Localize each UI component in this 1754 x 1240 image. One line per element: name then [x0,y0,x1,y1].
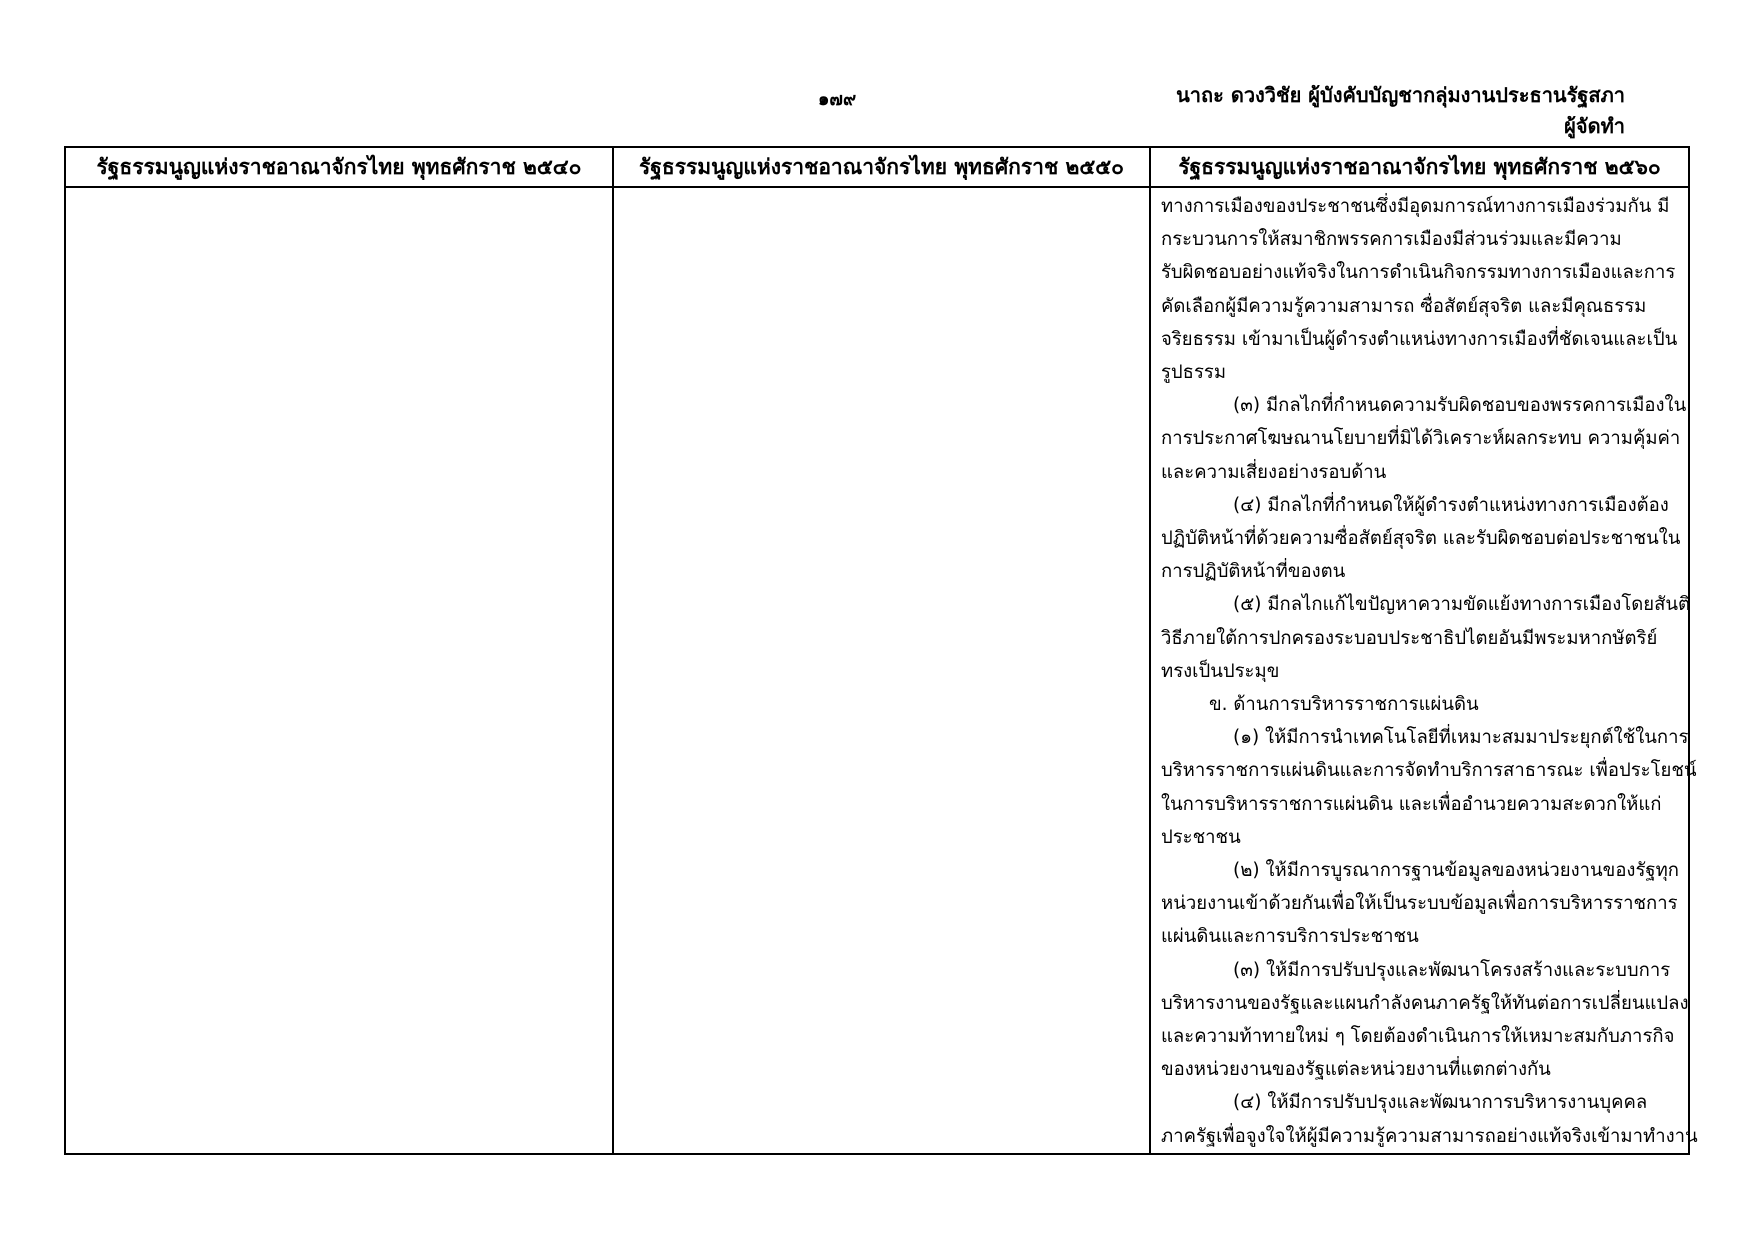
text-line: การปฏิบัติหน้าที่ของตน [1161,561,1346,583]
text-line: รูปธรรม [1161,362,1227,384]
text-line: จริยธรรม เข้ามาเป็นผู้ดำรงตำแหน่งทางการเมืองที่ชัดเจนและเป็น [1161,328,1678,350]
text-line: แผ่นดินและการบริการประชาชน [1161,926,1419,948]
text-line: ข. ด้านการบริหารราชการแผ่นดิน [1209,694,1479,716]
column-content-2550 [614,188,1149,190]
comparison-table [64,146,1698,1155]
text-line: วิธีภายใต้การปกครองระบอบประชาธิปไตยอันมีพระมหากษัตริย์ [1161,627,1658,649]
text-line: ในการบริหารราชการแผ่นดิน และเพื่ออำนวยความสะดวกให้แก่ [1161,793,1662,815]
text-line: ประชาชน [1161,826,1241,848]
text-line: ทรงเป็นประมุข [1161,660,1280,682]
column-cell-2550 [613,187,1150,1154]
text-line: ปฏิบัติหน้าที่ด้วยความซื่อสัตย์สุจริต และรับผิดชอบต่อประชาชนใน [1161,528,1681,550]
text-line: คัดเลือกผู้มีความรู้ความสามารถ ซื่อสัตย์สุจริต และมีคุณธรรม [1161,295,1647,317]
column-content-2540 [66,188,612,190]
column-cell-2560 [1150,187,1698,1154]
text-line: รับผิดชอบอย่างแท้จริงในการดำเนินกิจกรรมทางการเมืองและการ [1161,262,1676,284]
text-line: (๒) ให้มีการบูรณาการฐานข้อมูลของหน่วยงานของรัฐทุก [1233,860,1680,882]
text-line: กระบวนการให้สมาชิกพรรคการเมืองมีส่วนร่วมและมีความ [1161,229,1622,251]
text-line: บริหารราชการแผ่นดินและการจัดทำบริการสาธารณะ เพื่อประโยชน์ [1161,760,1697,782]
text-line: และความเสี่ยงอย่างรอบด้าน [1161,461,1387,483]
text-line: (๕) มีกลไกแก้ไขปัญหาความขัดแย้งทางการเมืองโดยสันติ [1233,594,1691,616]
text-line: หน่วยงานเข้าด้วยกันเพื่อให้เป็นระบบข้อมูลเพื่อการบริหารราชการ [1161,893,1678,915]
text-line: ภาครัฐเพื่อจูงใจให้ผู้มีความรู้ความสามารถอย่างแท้จริงเข้ามาทำงาน [1161,1125,1698,1147]
text-line: (๔) ให้มีการปรับปรุงและพัฒนาการบริหารงานบุคคล [1233,1092,1648,1114]
column-content-2560 [1151,188,1698,1153]
text-line: (๓) มีกลไกที่กำหนดความรับผิดชอบของพรรคการเมืองใน [1233,395,1687,417]
author-block [1176,80,1625,142]
column-header-2550: รัฐธรรมนูญแห่งราชอาณาจักรไทย พุทธศักราช ๒๕๕๐ [613,147,1150,187]
text-line: (๔) มีกลไกที่กำหนดให้ผู้ดำรงตำแหน่งทางการเมืองต้อง [1233,494,1669,516]
column-header-2560: รัฐธรรมนูญแห่งราชอาณาจักรไทย พุทธศักราช ๒๕๖๐ [1150,147,1689,187]
table-header-row [65,147,1689,187]
table-row [65,187,1689,1154]
column-cell-2540 [65,187,613,1154]
text-line: และความท้าทายใหม่ ๆ โดยต้องดำเนินการให้เหมาะสมกับภารกิจ [1161,1026,1675,1048]
text-line: บริหารงานของรัฐและแผนกำลังคนภาครัฐให้ทันต่อการเปลี่ยนแปลง [1161,992,1689,1014]
text-line: (๓) ให้มีการปรับปรุงและพัฒนาโครงสร้างและระบบการ [1233,959,1671,981]
author-name: นาถะ ดวงวิชัย ผู้บังคับบัญชากลุ่มงานประธานรัฐสภา [1176,83,1625,107]
page-number: ๑๗๙ [818,89,857,110]
text-line: การประกาศโฆษณานโยบายที่มิได้วิเคราะห์ผลกระทบ ความคุ้มค่า [1161,428,1681,450]
text-line: ทางการเมืองของประชาชนซึ่งมีอุดมการณ์ทางการเมืองร่วมกัน มี [1161,196,1670,217]
text-line: (๑) ให้มีการนำเทคโนโลยีที่เหมาะสมมาประยุกต์ใช้ในการ [1233,727,1689,749]
text-line: ของหน่วยงานของรัฐแต่ละหน่วยงานที่แตกต่างกัน [1161,1059,1551,1081]
column-header-2540: รัฐธรรมนูญแห่งราชอาณาจักรไทย พุทธศักราช ๒๕๔๐ [65,147,613,187]
author-role: ผู้จัดทำ [1564,114,1625,138]
